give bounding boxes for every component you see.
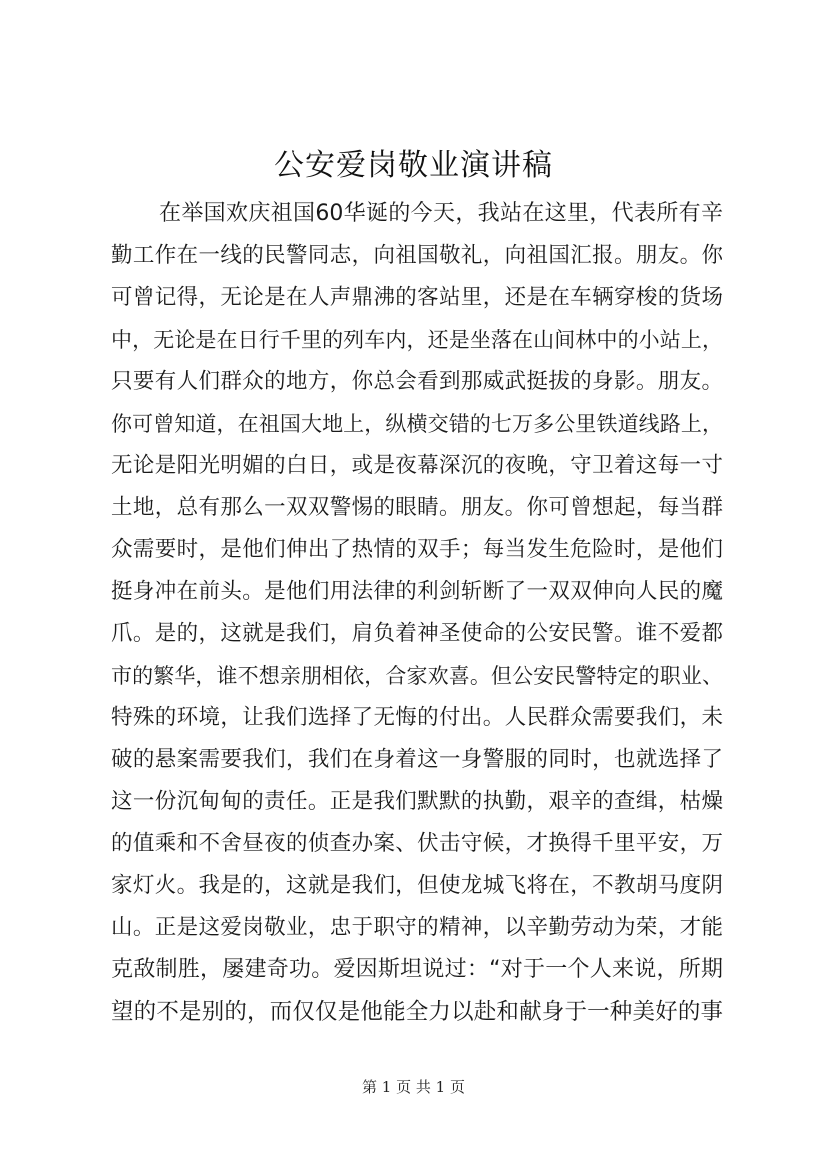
body-line: 特殊的环境，让我们选择了无悔的付出。人民群众需要我们，未 <box>111 705 723 730</box>
body-line: 在举国欢庆祖国60华诞的今天，我站在这里，代表所有辛 <box>159 201 723 226</box>
body-line: 无论是阳光明媚的白日，或是夜幕深沉的夜晚，守卫着这每一寸 <box>111 453 723 478</box>
body-line: 望的不是别的，而仅仅是他能全力以赴和献身于一种美好的事 <box>111 999 723 1025</box>
body-line: 这一份沉甸甸的责任。正是我们默默的执勤，艰辛的查缉，枯燥 <box>111 789 723 814</box>
page-number-footer: 第 1 页 共 1 页 <box>362 1078 465 1096</box>
body-line: 爪。是的，这就是我们，肩负着神圣使命的公安民警。谁不爱都 <box>111 621 723 646</box>
body-line: 克敌制胜，屡建奇功。爱因斯坦说过：“对于一个人来说，所期 <box>111 957 723 982</box>
body-line: 你可曾知道，在祖国大地上，纵横交错的七万多公里铁道线路上， <box>111 412 723 436</box>
body-line: 山。正是这爱岗敬业，忠于职守的精神，以辛勤劳动为荣，才能 <box>111 915 723 940</box>
body-line: 市的繁华，谁不想亲朋相依，合家欢喜。但公安民警特定的职业、 <box>111 664 723 688</box>
body-line: 土地，总有那么一双双警惕的眼睛。朋友。你可曾想起，每当群 <box>111 495 723 520</box>
body-line: 破的悬案需要我们，我们在身着这一身警服的同时，也就选择了 <box>111 747 723 772</box>
body-line: 众需要时，是他们伸出了热情的双手；每当发生危险时，是他们 <box>111 537 723 562</box>
body-line: 勤工作在一线的民警同志，向祖国敬礼，向祖国汇报。朋友。你 <box>111 243 723 268</box>
body-line: 的值乘和不舍昼夜的侦查办案、伏击守候，才换得千里平安，万 <box>111 831 723 856</box>
body-line: 只要有人们群众的地方，你总会看到那威武挺拔的身影。朋友。 <box>111 369 723 394</box>
body-line: 中，无论是在日行千里的列车内，还是坐落在山间林中的小站上， <box>111 328 723 352</box>
body-line: 挺身冲在前头。是他们用法律的利剑斩断了一双双伸向人民的魔 <box>111 579 723 604</box>
body-line: 家灯火。我是的，这就是我们，但使龙城飞将在，不教胡马度阴 <box>111 873 723 898</box>
document-title: 公安爱岗敬业演讲稿 <box>274 148 553 183</box>
body-line: 可曾记得，无论是在人声鼎沸的客站里，还是在车辆穿梭的货场 <box>111 285 723 310</box>
